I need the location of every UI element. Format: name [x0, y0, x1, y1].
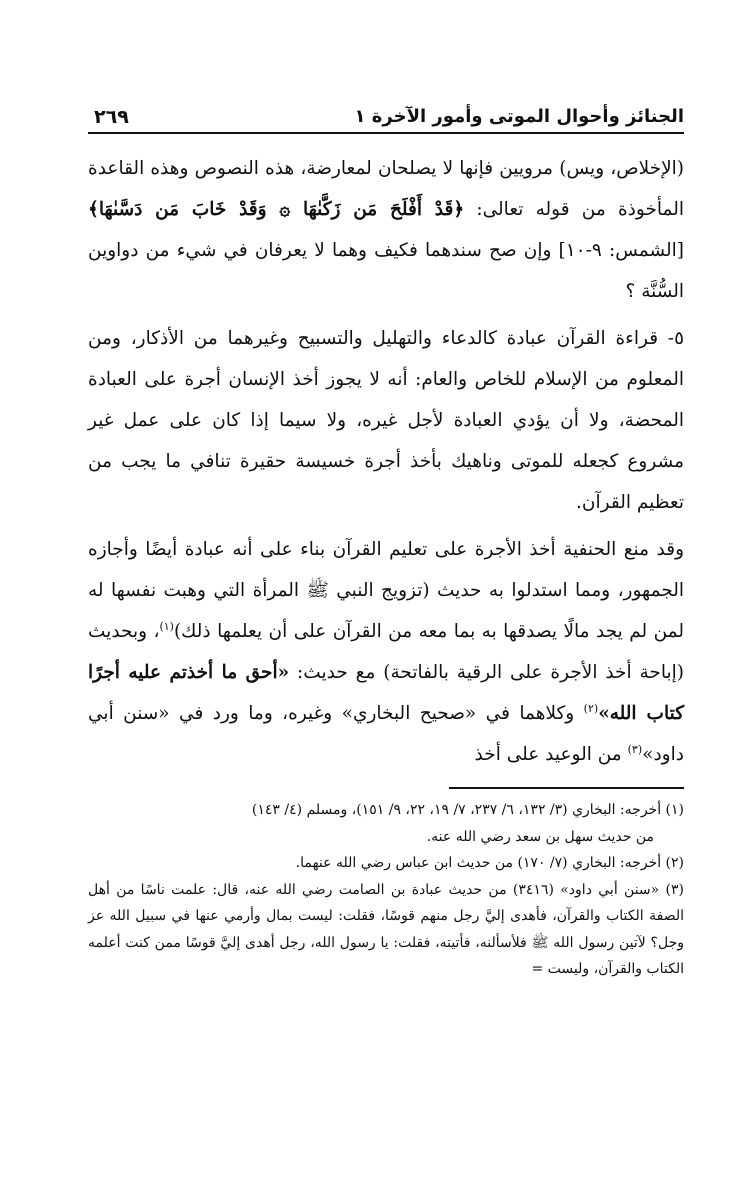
footnote-1: (١) أخرجه: البخاري (٣/ ١٣٢، ٦/ ٢٣٧، ٧/ ١٩، ٢٢، ٩/ ١٥١)، ومسلم (٤/ ١٤٣): [251, 802, 684, 818]
page-header: [88, 88, 684, 134]
footnote-2: (٢) أخرجه: البخاري (٧/ ١٧٠) من حديث ابن عباس رضي الله عنهما.: [295, 855, 684, 871]
running-title: الجنائز وأحوال الموتى وأمور الآخرة ١: [354, 106, 684, 127]
footnotes: [88, 797, 684, 983]
paragraph-1-text: (الإخلاص، ويس) مرويين فإنها لا يصلحان لمعارضة، هذه النصوص وهذه القاعدة المأخوذة من قوله تعالى:: [88, 158, 684, 220]
paragraph-3-part-4: من الوعيد على أخذ: [474, 744, 628, 765]
paragraph-1: [88, 148, 684, 312]
book-page: [88, 88, 684, 1148]
footnote-1-continuation: من حديث سهل بن سعد رضي الله عنه.: [426, 828, 654, 845]
bold-hadith: «أحق ما أخذتم عليه أجرًا كتاب الله»: [88, 662, 684, 724]
footnote-divider: [449, 787, 684, 789]
footnote-ref-2[interactable]: (٢): [583, 701, 599, 715]
paragraph-2: ٥- قراءة القرآن عبادة كالدعاء والتهليل والتسبيح وغيرهما من الأذكار، ومن المعلوم من الإسلام للخاص والعام: أنه لا يجوز أخذ الإنسان أجرة على العبادة المحضة، ولا أن يؤدي العبادة لأجل غيره، ولا سيما إذا كان على عمل غير مشروع كجعله للموتى وناهيك بأخذ أجرة خسيسة حقيرة تنافي ما يجب من تعظيم القرآن.: [88, 328, 684, 513]
footnote-3: (٣) «سنن أبي داود» (٣٤١٦) من حديث عبادة بن الصامت رضي الله عنه، قال: علمت ناسًا من أهل الصفة الكتاب والقرآن، فأهدى إليَّ رجل منهم قوسًا، فقلت: ليست بمال وأرمي عنها في سبيل الله عز وجل؟ لآتين رسول الله ﷺ فلأسألنه، فأتيته، فقلت: يا رسول الله، رجل أهدى إليَّ قوسًا ممن كنت أعلمه الكتاب والقرآن، وليست =: [88, 881, 684, 977]
paragraph-1-rest: [الشمس: ٩-١٠] وإن صح سندهما فكيف وهما لا يعرفان في شيء من دواوين السُّنَّة ؟: [88, 240, 684, 302]
main-text: [88, 148, 684, 775]
page-number: ٢٦٩: [94, 106, 129, 128]
footnote-ref-3[interactable]: (٣): [627, 742, 643, 756]
paragraph-3-part-2: ، وبحديث (إباحة أخذ الأجرة على الرقية بالفاتحة) مع حديث:: [88, 621, 684, 683]
footnote-ref-1[interactable]: (١): [159, 619, 174, 633]
quran-verse: ﴿قَدْ أَفْلَحَ مَن زَكَّىٰهَا ۞ وَقَدْ خَابَ مَن دَسَّىٰهَا﴾: [88, 199, 465, 220]
paragraph-3: [88, 529, 684, 775]
paragraph-3-part-1: وقد منع الحنفية أخذ الأجرة على تعليم القرآن بناء على أنه عبادة أيضًا وأجازه الجمهور، ومما استدلوا به حديث (تزويج النبي ﷺ المرأة التي وهبت نفسها له لمن لم يجد مالًا يصدقها به بما معه من القرآن على أن يعلمها ذلك): [88, 539, 684, 642]
paragraph-3-part-3: وكلاهما في «صحيح البخاري» وغيره، وما ورد في «سنن أبي داود»: [88, 703, 684, 765]
